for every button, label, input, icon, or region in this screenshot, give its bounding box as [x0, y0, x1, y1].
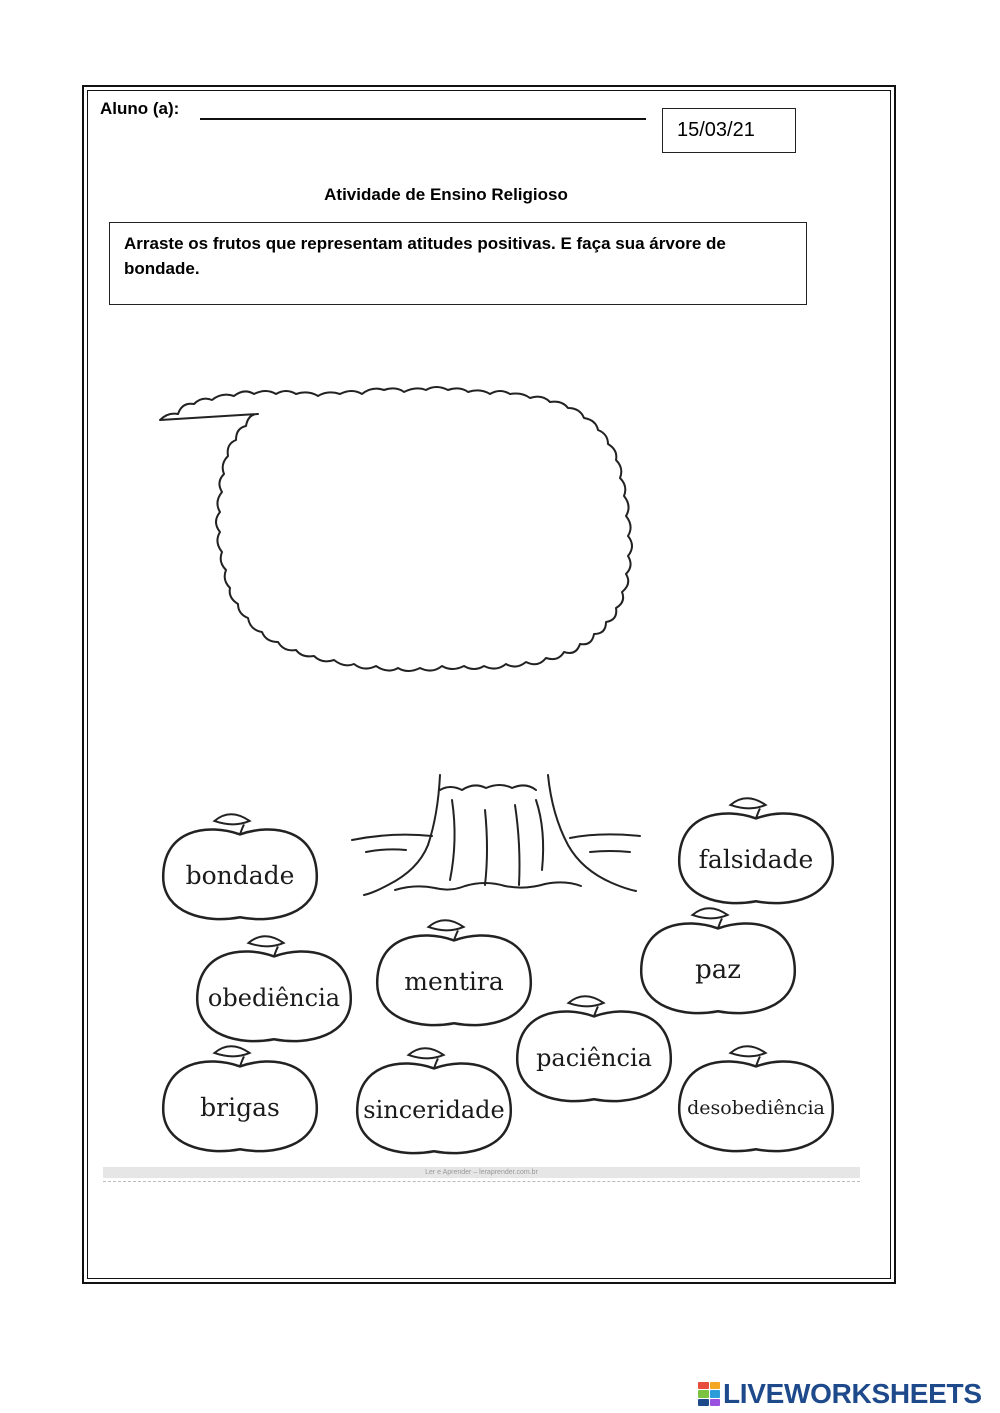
fruit-label: brigas: [200, 1093, 280, 1123]
fruit-label: sinceridade: [363, 1096, 505, 1125]
logo-block: [710, 1399, 721, 1406]
fruit-label: mentira: [404, 967, 504, 997]
fruit-sinceridade[interactable]: [354, 1046, 514, 1158]
worksheet-title: Atividade de Ensino Religioso: [324, 185, 568, 204]
fruit-label: paz: [695, 954, 741, 985]
credit-divider: [103, 1181, 860, 1182]
fruit-paciencia[interactable]: [514, 994, 674, 1106]
liveworksheets-logo-icon: [698, 1382, 720, 1406]
logo-block: [698, 1382, 709, 1389]
fruit-label: falsidade: [698, 845, 814, 875]
brand-name: LIVEWORKSHEETS: [723, 1378, 982, 1409]
logo-block: [710, 1390, 721, 1397]
fruit-desobediencia[interactable]: [676, 1044, 836, 1156]
fruit-obediencia[interactable]: [194, 934, 354, 1046]
liveworksheets-brand[interactable]: [698, 1378, 982, 1410]
tree-canopy-drop-zone: [160, 387, 632, 671]
fruit-bondade[interactable]: [160, 812, 320, 924]
fruit-brigas[interactable]: [160, 1044, 320, 1156]
logo-block: [698, 1399, 709, 1406]
fruit-label: obediência: [207, 984, 341, 1013]
date-text: 15/03/21: [677, 119, 755, 141]
fruit-label: bondade: [185, 861, 295, 891]
logo-block: [698, 1390, 709, 1397]
instructions-text: Arraste os frutos que representam atitudes positivas. E faça sua árvore de bondade.: [124, 234, 726, 278]
fruit-label: desobediência: [687, 1097, 825, 1120]
student-name-label: Aluno (a):: [100, 99, 180, 118]
logo-block: [710, 1382, 721, 1389]
fruit-mentira[interactable]: [374, 918, 534, 1030]
fruit-falsidade[interactable]: [676, 796, 836, 908]
credit-strip: [103, 1167, 860, 1178]
fruit-label: paciência: [536, 1044, 652, 1073]
credit-text: Ler e Aprender – leraprender.com.br: [425, 1169, 538, 1176]
